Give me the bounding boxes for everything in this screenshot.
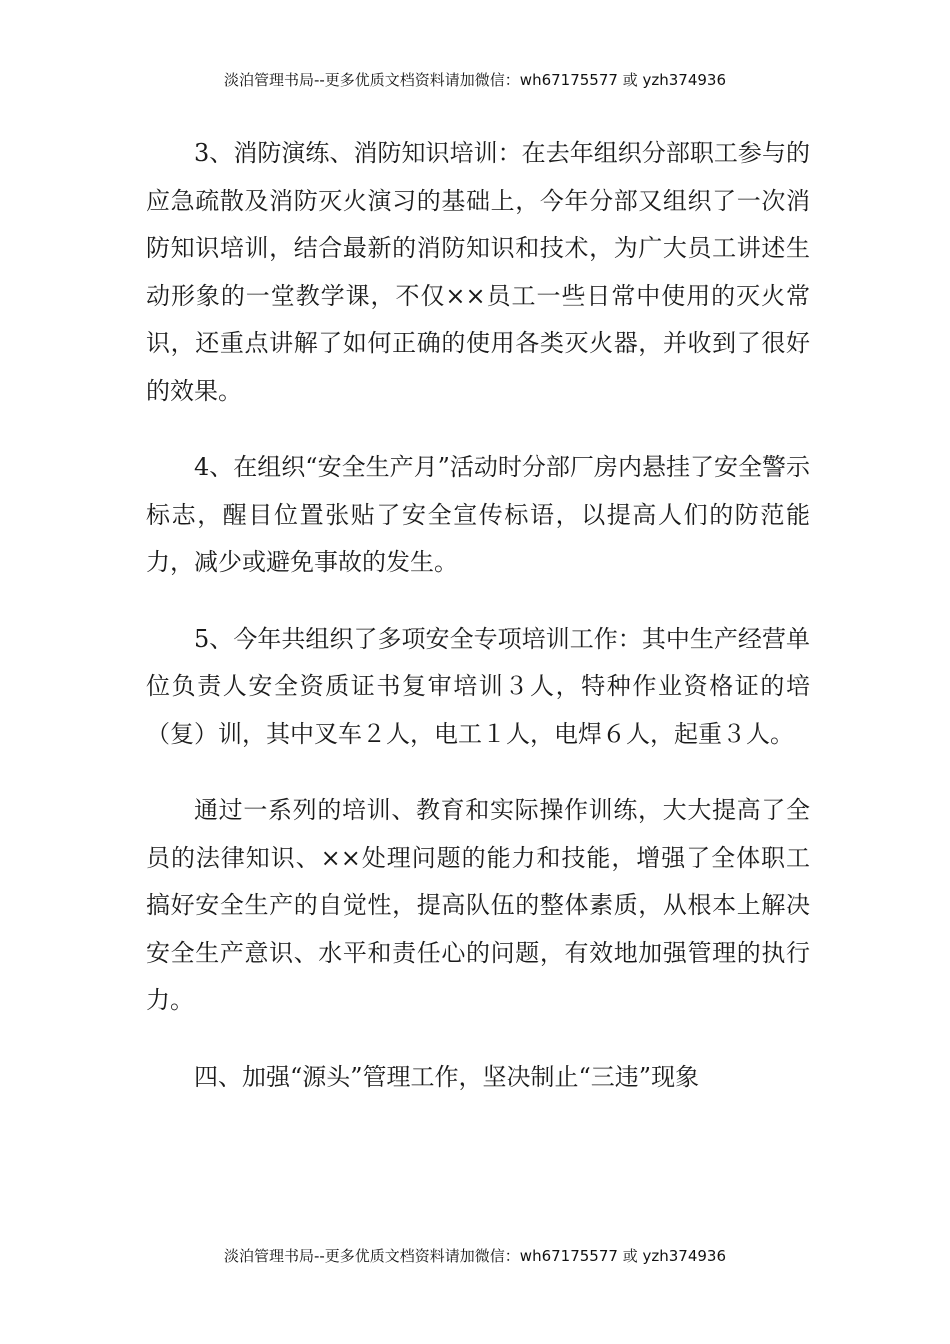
document-body bbox=[146, 130, 810, 1130]
paragraph-fire-drill-training: 3、消防演练、消防知识培训：在去年组织分部职工参与的应急疏散及消防灭火演习的基础上，今年分部又组织了一次消防知识培训，结合最新的消防知识和技术，为广大员工讲述生动形象的一堂教学课，不仅××员工一些日常中使用的灭火常识，还重点讲解了如何正确的使用各类灭火器，并收到了很好的效果。 bbox=[146, 139, 810, 405]
section-heading-source-management: 四、加强“源头”管理工作，坚决制止“三违”现象 bbox=[194, 1062, 700, 1091]
page-footer: 淡泊管理书局--更多优质文档资料请加微信：wh67175577 或 yzh374936 bbox=[223, 1247, 726, 1265]
paragraph-safety-month: 4、在组织“安全生产月”活动时分部厂房内悬挂了安全警示标志，醒目位置张贴了安全宣传标语，以提高人们的防范能力，减少或避免事故的发生。 bbox=[146, 453, 810, 576]
paragraph-training-summary: 通过一系列的培训、教育和实际操作训练，大大提高了全员的法律知识、××处理问题的能力和技能，增强了全体职工搞好安全生产的自觉性，提高队伍的整体素质，从根本上解决安全生产意识、水平和责任心的问题，有效地加强管理的执行力。 bbox=[146, 796, 810, 1014]
page-header: 淡泊管理书局--更多优质文档资料请加微信：wh67175577 或 yzh374936 bbox=[223, 71, 726, 89]
paragraph-special-training: 5、今年共组织了多项安全专项培训工作：其中生产经营单位负责人安全资质证书复审培训３人，特种作业资格证的培（复）训，其中叉车２人，电工１人，电焊６人，起重３人。 bbox=[146, 624, 810, 748]
